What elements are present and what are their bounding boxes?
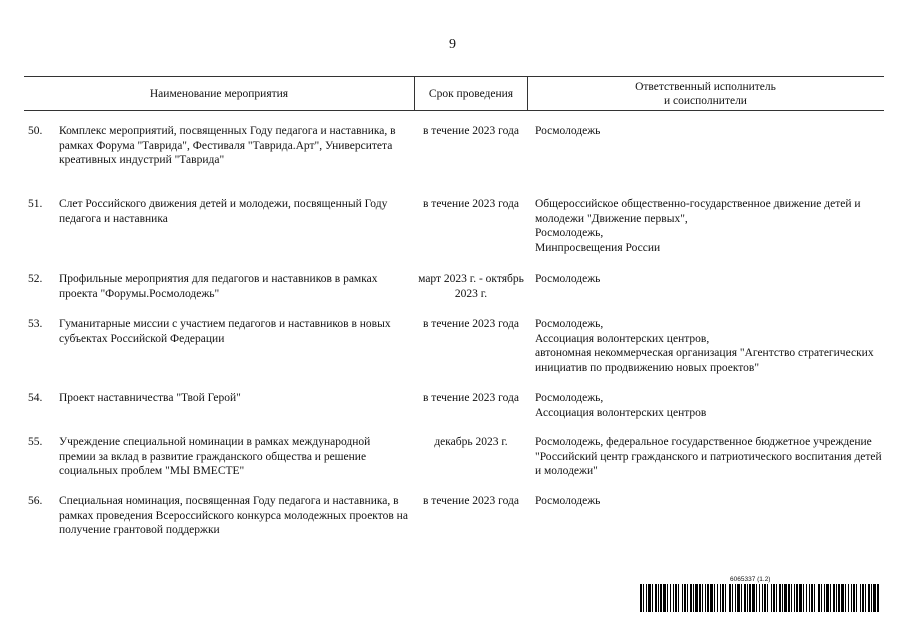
barcode-bars xyxy=(640,584,884,612)
row-number: 52. xyxy=(28,273,43,285)
event-title: Гуманитарные миссии с участием педагогов и наставников в новых субъектах Российской Федерации xyxy=(59,318,391,345)
column-header-responsible-line1: Ответственный исполнитель xyxy=(635,80,776,93)
event-title: Слет Российского движения детей и молодежи, посвященный Году педагога и наставника xyxy=(59,198,388,225)
column-header-responsible-line2: и соисполнители xyxy=(664,94,747,107)
event-period: в течение 2023 года xyxy=(422,125,519,137)
event-title: Профильные мероприятия для педагогов и наставников в рамках проекта "Форумы.Росмолодежь" xyxy=(59,273,378,300)
event-executor: Росмолодежь, федеральное государственное бюджетное учреждение "Российский центр гражданского и патриотического воспитания детей и молодежи" xyxy=(535,436,882,478)
column-header-term: Срок проведения xyxy=(414,77,528,110)
event-executor: Росмолодежь xyxy=(535,125,601,137)
event-executor: Росмолодежь, Ассоциация волонтерских центров xyxy=(535,392,707,419)
event-period: декабрь 2023 г. xyxy=(434,436,508,448)
row-number: 51. xyxy=(28,198,43,210)
row-number: 56. xyxy=(28,495,43,507)
barcode-label: 6065337 (1.2) xyxy=(730,576,771,583)
event-title: Комплекс мероприятий, посвященных Году педагога и наставника, в рамках Форума "Таврида", Фестиваля "Таврида.Арт", Университета креативных индустрий "Таврида" xyxy=(59,125,396,167)
event-title: Специальная номинация, посвященная Году педагога и наставника, в рамках проведения Всероссийского конкурса молодежных проектов на получение грантовой поддержки xyxy=(59,495,408,537)
document-barcode xyxy=(640,576,884,612)
page-number: 9 xyxy=(449,37,456,52)
event-period: в течение 2023 года xyxy=(422,392,519,404)
event-period: в течение 2023 года xyxy=(422,198,519,210)
row-number: 50. xyxy=(28,125,43,137)
event-executor: Росмолодежь, Ассоциация волонтерских центров, автономная некоммерческая организация "Агентство стратегических инициатив по продвижению новых проектов" xyxy=(535,318,874,374)
event-executor: Росмолодежь xyxy=(535,273,601,285)
event-period: в течение 2023 года xyxy=(422,318,519,330)
row-number: 55. xyxy=(28,436,43,448)
event-period: в течение 2023 года xyxy=(422,495,519,507)
column-header-name: Наименование мероприятия xyxy=(149,87,289,100)
event-executor: Общероссийское общественно-государственное движение детей и молодежи "Движение первых", Росмолодежь, Минпросвещения России xyxy=(535,198,861,254)
event-period: март 2023 г. - октябрь 2023 г. xyxy=(418,273,524,300)
event-executor: Росмолодежь xyxy=(535,495,601,507)
event-title: Учреждение специальной номинации в рамках международной премии за вклад в развитие гражданского общества и решение социальных проблем "МЫ ВМЕСТЕ" xyxy=(59,436,371,478)
row-number: 54. xyxy=(28,392,43,404)
row-number: 53. xyxy=(28,318,43,330)
event-title: Проект наставничества "Твой Герой" xyxy=(59,392,241,404)
column-header-responsible xyxy=(527,77,884,110)
table-header xyxy=(24,76,884,111)
